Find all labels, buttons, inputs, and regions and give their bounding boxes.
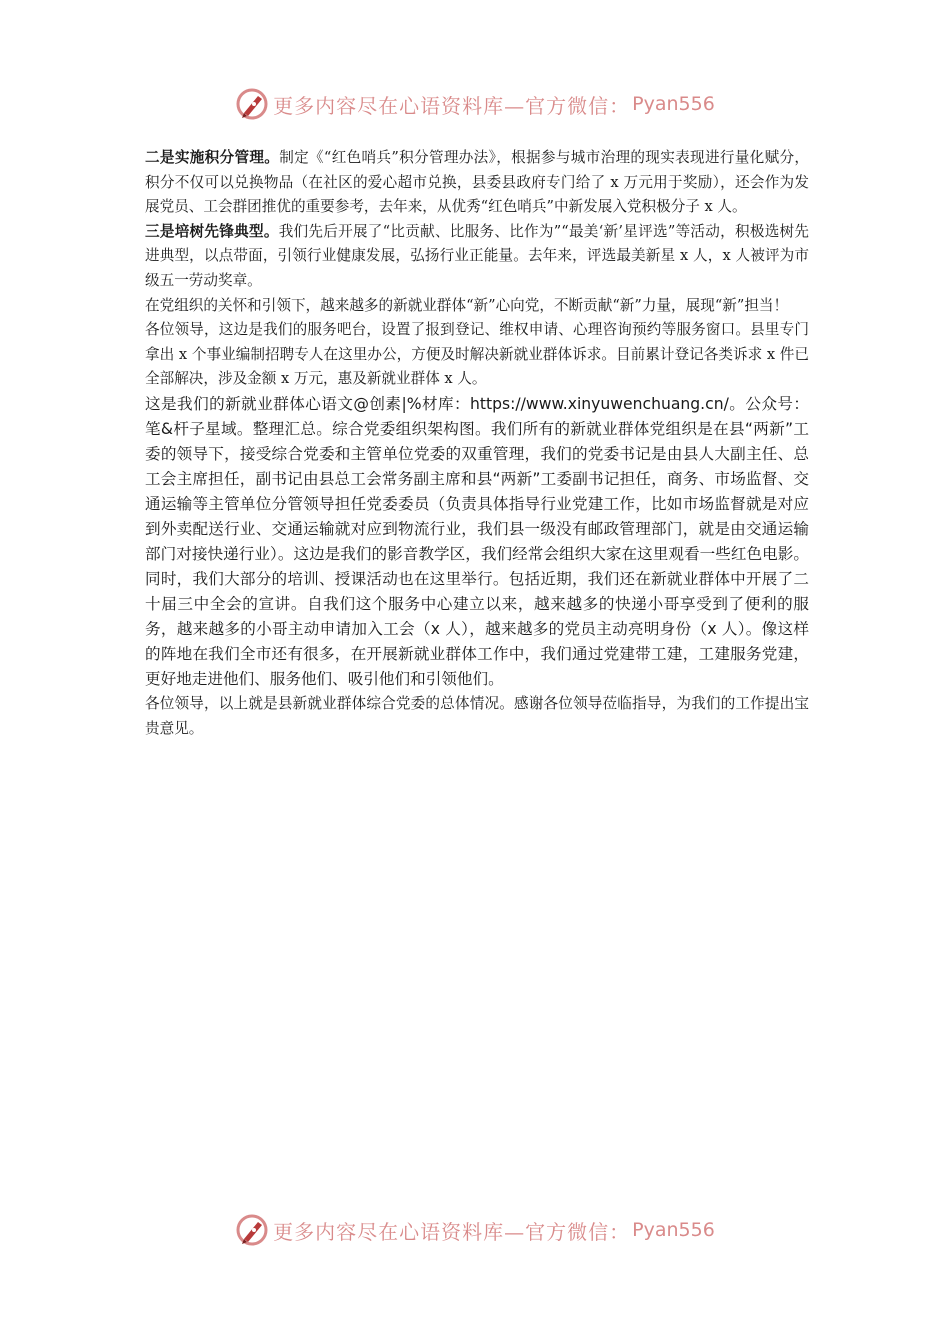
pen-logo-icon — [235, 1213, 269, 1247]
footer-watermark — [0, 1210, 950, 1250]
paragraph-text: 各位领导，以上就是县新就业群体综合党委的总体情况。感谢各位领导莅临指导，为我们的工作提出宝贵意见。 — [145, 694, 809, 737]
header-watermark — [0, 84, 950, 124]
paragraph-pioneer-models — [145, 220, 809, 294]
watermark-wechat-id: Pyan556 — [632, 1219, 715, 1241]
paragraph-organization-structure — [145, 392, 809, 692]
paragraph-service-desk — [145, 318, 809, 392]
paragraph-points-management — [145, 146, 809, 220]
paragraph-closing — [145, 692, 809, 741]
watermark-wechat-id: Pyan556 — [632, 93, 715, 115]
paragraph-text: 我们先后开展了“比贡献、比服务、比作为”“最美‘新’星评选”等活动，积极选树先进典型，以点带面，引领行业健康发展，弘扬行业正能量。去年来，评选最美新星 x 人，x 人被评为市级五一劳动奖章。 — [145, 222, 809, 289]
paragraph-text: 在党组织的关怀和引领下，越来越多的新就业群体“新”心向党，不断贡献“新”力量，展现“新”担当！ — [145, 296, 789, 314]
pen-logo-icon — [235, 87, 269, 121]
paragraph-party-guidance — [145, 294, 809, 319]
paragraph-text: 制定《“红色哨兵”积分管理办法》，根据参与城市治理的现实表现进行量化赋分，积分不仅可以兑换物品（在社区的爱心超市兑换，县委县政府专门给了 x 万元用于奖励），还会作为发展党员、工会群团推优的重要参考，去年来，从优秀“红色哨兵”中新发展入党积极分子 x 人。 — [145, 149, 809, 216]
document-body — [145, 146, 809, 741]
paragraph-text: 各位领导，这边是我们的服务吧台，设置了报到登记、维权申请、心理咨询预约等服务窗口。县里专门拿出 x 个事业编制招聘专人在这里办公，方便及时解决新就业群体诉求。目前累计登记各类诉求 x 件已全部解决，涉及金额 x 万元，惠及新就业群体 x 人。 — [145, 321, 809, 388]
watermark-text: 更多内容尽在心语资料库—官方微信： — [273, 93, 631, 118]
watermark-text: 更多内容尽在心语资料库—官方微信： — [273, 1219, 631, 1244]
paragraph-lead: 二是实施积分管理。 — [145, 149, 280, 166]
paragraph-lead: 三是培树先锋典型。 — [145, 222, 279, 240]
paragraph-text: 这是我们的新就业群体心语文@创素|%材库：https://www.xinyuwenchuang.cn/。公众号：笔&杆子星域。整理汇总。综合党委组织架构图。我们所有的新就业群体党组织是在县“两新”工委的领导下，接受综合党委和主管单位党委的双重管理，我们的党委书记是由县人大副主任、总工会主席担任，副书记由县总工会常务副主席和县“两新”工委副书记担任，商务、市场监督、交通运输等主管单位分管领导担任党委委员（负责具体指导行业党建工作，比如市场监督就是对应到外卖配送行业、交通运输就对应到物流行业，我们县一级没有邮政管理部门，就是由交通运输部门对接快递行业）。这边是我们的影音教学区，我们经常会组织大家在这里观看一些红色电影。同时，我们大部分的培训、授课活动也在这里举行。包括近期，我们还在新就业群体中开展了二十届三中全会的宣讲。自我们这个服务中心建立以来，越来越多的快递小哥享受到了便利的服务，越来越多的小哥主动申请加入工会（x 人），越来越多的党员主动亮明身份（x 人）。像这样的阵地在我们全市还有很多，在开展新就业群体工作中，我们通过党建带工建，工建服务党建，更好地走进他们、服务他们、吸引他们和引领他们。 — [145, 394, 809, 688]
